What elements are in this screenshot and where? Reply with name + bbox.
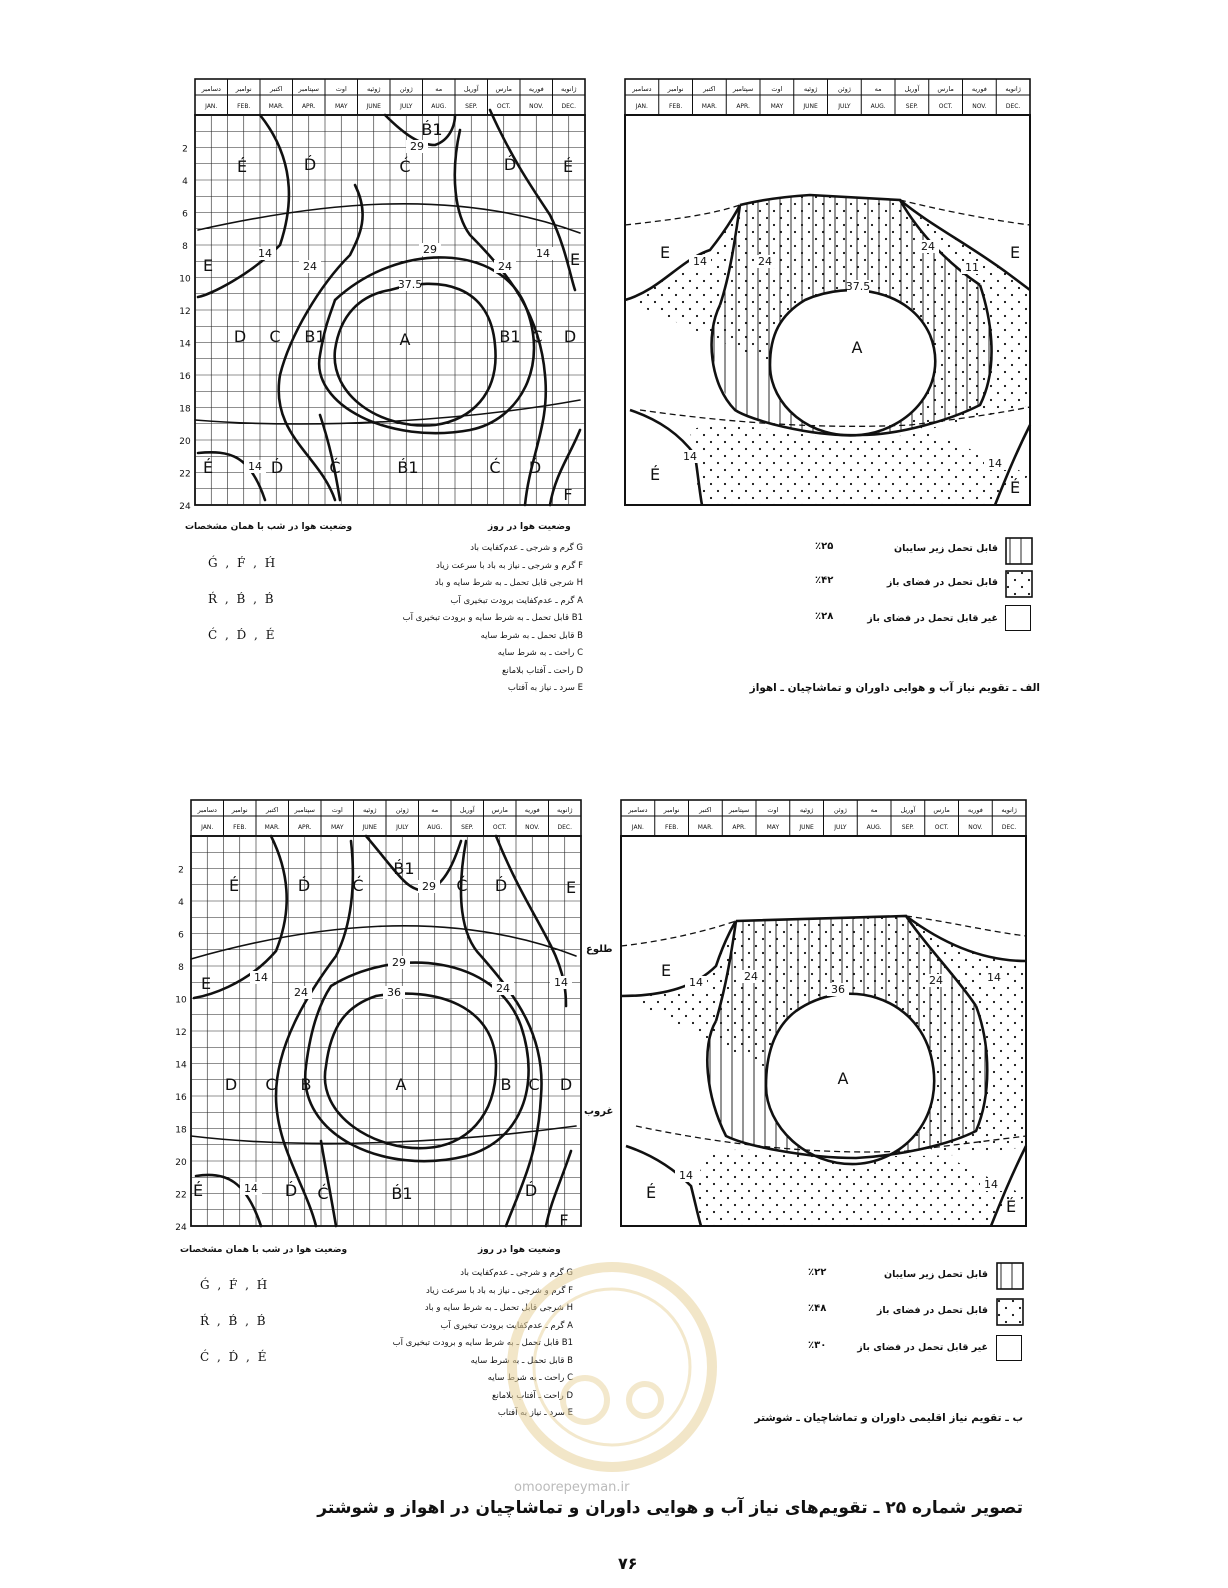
month-label-en: OCT. — [938, 103, 953, 110]
sunrise-label: طلوع — [586, 944, 613, 955]
contour-value-c29top: 29 — [410, 140, 424, 153]
zone-label-B3: B1 — [499, 327, 521, 346]
zone-label-F: F — [563, 485, 573, 504]
month-label-fa: ژانویه — [1005, 85, 1021, 93]
zone-label-A: A — [399, 330, 411, 349]
zone-label-C2: C — [269, 327, 281, 346]
month-label-fa: آوریل — [459, 806, 475, 814]
zone-label-C5: Ć — [317, 1184, 329, 1203]
month-label-fa: اکتبر — [270, 85, 283, 93]
month-label-en: JULY — [838, 103, 851, 110]
month-label-fa: ژانویه — [561, 85, 577, 93]
month-label-en: DEC. — [557, 824, 573, 831]
contour-value-c14b: 14 — [536, 247, 550, 260]
ahvaz-caption: الف ـ تقویم نیاز آب و هوایی داوران و تماشاچیان ـ اهواز — [749, 682, 1040, 694]
month-label-en: MAR. — [701, 103, 717, 110]
zone-c375: 37.5 — [845, 280, 871, 293]
figure-caption: تصویر شماره ۲۵ ـ تقویم‌های نیاز آب و هوایی داوران و تماشاچیان در اهواز و شوشتر — [317, 1498, 1023, 1518]
month-label-fa: مارس — [937, 85, 954, 93]
zone-c24a: 24 — [744, 970, 758, 983]
hour-label: 6 — [182, 209, 188, 220]
month-label-fa: سپتامبر — [294, 806, 315, 814]
hour-label: 14 — [179, 339, 191, 350]
month-label-fa: فوریه — [528, 85, 544, 93]
legend-swatch-lines — [996, 1262, 1024, 1290]
month-label-fa: ژوئیه — [803, 85, 818, 93]
month-label-fa: دسامبر — [201, 85, 221, 93]
shushtar-zone-chart — [606, 796, 1036, 1236]
contour-value-c14c: 14 — [244, 1182, 258, 1195]
zone-label-B3: B — [500, 1075, 512, 1094]
month-label-en: MAY — [331, 824, 344, 831]
month-label-en: JUNE — [799, 824, 814, 831]
zone-c24b: 24 — [921, 240, 935, 253]
zone-label-E5: É — [202, 458, 214, 477]
shushtar-climate-grid — [166, 796, 596, 1236]
day-item: C راحت ـ به شرط سایه — [497, 648, 583, 658]
legend-pct-intolerable: ٪۳۰ — [808, 1340, 827, 1351]
month-label-en: NOV. — [968, 824, 983, 831]
night-row-3: Ć , D́ , É — [200, 1350, 269, 1364]
zone-label-B2: B1 — [304, 327, 326, 346]
month-label-en: MAY — [335, 103, 348, 110]
month-label-en: AUG. — [427, 824, 443, 831]
month-label-fa: ژوئن — [837, 85, 851, 93]
legend-label-open: قابل تحمل در فضای باز — [876, 1305, 988, 1316]
day-item: H شرجی قابل تحمل ـ به شرط سایه و باد — [434, 578, 583, 588]
zone-c14c: 14 — [679, 1169, 693, 1182]
contour-value-c14c: 14 — [248, 460, 262, 473]
zone-label-A: A — [395, 1075, 407, 1094]
month-label-fa: فوریه — [967, 806, 983, 814]
month-label-fa: ژوئیه — [799, 806, 814, 814]
month-label-fa: دسامبر — [628, 806, 648, 814]
month-label-en: OCT. — [496, 103, 511, 110]
month-label-en: MAY — [770, 103, 784, 110]
watermark-seal — [505, 1260, 720, 1475]
month-label-fa: سپتامبر — [728, 806, 750, 814]
legend-swatch-blank — [996, 1335, 1022, 1361]
hour-label: 2 — [182, 144, 188, 155]
zone-label-B2: B — [300, 1075, 312, 1094]
legend-pct-shade: ٪۲۲ — [808, 1267, 827, 1278]
month-label-en: MAR. — [264, 824, 280, 831]
day-legend-list — [403, 540, 583, 698]
month-label-fa: ژانویه — [1001, 806, 1017, 814]
hour-label: 6 — [178, 930, 184, 941]
night-row-2: Ŕ , B́ , B́ — [208, 592, 276, 606]
month-label-en: SEP. — [905, 103, 918, 110]
month-label-en: AUG. — [431, 103, 447, 110]
month-label-en: DEC. — [1001, 824, 1017, 831]
zone-label-B1top: B́1 — [421, 120, 443, 139]
month-label-en: OCT. — [934, 824, 949, 831]
month-label-en: NOV. — [972, 103, 987, 110]
hour-label: 16 — [179, 372, 191, 382]
day-item: B قابل تحمل ـ به شرط سایه — [470, 1355, 573, 1366]
contour-value-c36: 36 — [387, 986, 401, 999]
night-row-3: Ć , D́ , É — [208, 628, 277, 642]
zone-label-D1: D́ — [303, 155, 317, 174]
zone-label-E1: É — [236, 157, 248, 176]
day-item: C راحت ـ به شرط سایه — [487, 1373, 573, 1383]
day-item: B1 قابل تحمل ـ به شرط سایه و برودت تبخیری آب — [402, 613, 583, 623]
day-item: E سرد ـ نیاز به آفتاب — [507, 683, 583, 693]
month-label-fa: مه — [874, 85, 882, 93]
day-item: B1 قابل تحمل ـ به شرط سایه و برودت تبخیری آب — [392, 1338, 573, 1348]
zone-E_left: E — [659, 243, 671, 262]
hour-label: 18 — [175, 1125, 187, 1136]
zone-E2_right: É — [1009, 478, 1021, 497]
contour-lines — [195, 110, 580, 505]
month-label-fa: دسامبر — [632, 85, 652, 93]
day-item: F گرم و شرجی ـ نیاز به باد با سرعت زیاد — [426, 1285, 573, 1296]
contour-value-c14b: 14 — [554, 976, 568, 989]
legend-pct-open: ٪۴۸ — [808, 1303, 827, 1314]
zone-label-E1: É — [228, 876, 240, 895]
month-label-fa: مارس — [495, 85, 513, 93]
climate-zone-labels — [193, 859, 576, 1230]
zone-E_left: E — [660, 961, 672, 980]
night-row-1: Ǵ , F́ , H́ — [200, 1278, 270, 1292]
month-label-en: SEP. — [465, 103, 478, 110]
hour-label: 22 — [175, 1190, 187, 1201]
shushtar-caption: ب ـ تقویم نیاز اقلیمی داوران و تماشاچیان ـ شوشتر — [754, 1412, 1023, 1424]
zone-label-D4: D — [563, 327, 577, 346]
month-label-fa: مه — [431, 806, 439, 814]
zone-c14d: 14 — [984, 1178, 998, 1191]
month-label-en: APR. — [301, 103, 316, 110]
month-label-fa: مه — [435, 85, 443, 93]
month-label-en: APR. — [297, 824, 312, 831]
night-row-2: Ŕ , B́ , B́ — [200, 1314, 268, 1328]
month-label-en: JUNE — [366, 103, 381, 110]
contour-value-c14a: 14 — [254, 971, 268, 984]
day-item: A گرم ـ عدم‌کفایت برودت تبخیری آب — [450, 595, 583, 606]
zone-label-D5: D́ — [284, 1181, 298, 1200]
month-label-en: FEB. — [237, 103, 251, 110]
legend-swatch-blank — [1005, 605, 1031, 631]
month-label-en: APR. — [736, 103, 750, 110]
zone-label-E2: E — [565, 878, 577, 897]
zone-c14b: 11 — [965, 261, 979, 274]
zone-label-F: F — [559, 1211, 569, 1230]
month-label-fa: فوریه — [524, 806, 540, 814]
month-label-en: JUNE — [803, 103, 818, 110]
climate-zone-labels — [203, 120, 580, 504]
zone-label-D1: D́ — [297, 876, 311, 895]
month-label-fa: اوت — [335, 85, 347, 93]
day-legend-title: وضعیت هوا در روز — [488, 522, 571, 532]
month-label-fa: دسامبر — [197, 806, 217, 814]
hour-label: 12 — [179, 307, 191, 317]
night-legend-title: وضعیت هوا در شب با همان مشخصات — [185, 522, 353, 532]
contour-value-c29top: 29 — [422, 880, 436, 893]
day-item: F گرم و شرجی ـ نیاز به باد با سرعت زیاد — [436, 560, 583, 571]
zone-E2_left: É — [649, 465, 661, 484]
month-label-en: NOV. — [525, 824, 540, 831]
zone-label-D3: D — [224, 1075, 238, 1094]
zone-label-C4: C — [528, 1075, 540, 1094]
month-header — [625, 79, 1030, 115]
month-label-en: JULY — [400, 103, 413, 110]
zone-c14a: 14 — [693, 255, 707, 268]
month-label-en: JUNE — [362, 824, 377, 831]
month-label-en: JAN. — [205, 103, 218, 110]
zone-label-D4: D — [559, 1075, 573, 1094]
month-label-en: MAR. — [268, 103, 284, 110]
hour-label: 20 — [179, 437, 191, 447]
month-label-fa: آوریل — [463, 85, 479, 93]
contour-value-c375: 37.5 — [397, 278, 423, 291]
month-label-en: AUG. — [866, 824, 882, 831]
month-label-fa: فوریه — [971, 85, 987, 93]
zone-label-C1: Ć — [399, 157, 411, 176]
contour-value-c14a: 14 — [258, 247, 272, 260]
legend-swatch-dots — [996, 1298, 1024, 1326]
hour-label: 4 — [182, 177, 188, 187]
month-label-fa: مارس — [933, 806, 950, 814]
zone-label-D2: D́ — [503, 155, 517, 174]
zone-label-C1: Ć — [352, 876, 364, 895]
month-label-en: FEB. — [664, 824, 679, 831]
contour-value-c29: 29 — [392, 956, 406, 969]
month-label-fa: نوامبر — [663, 806, 680, 814]
month-label-en: NOV. — [529, 103, 544, 110]
sunset-label: غروب — [584, 1106, 614, 1117]
zone-A: A — [851, 338, 863, 357]
ahvaz-climate-grid — [170, 75, 600, 515]
legend-label-open: قابل تحمل در فضای باز — [886, 577, 998, 588]
month-label-fa: ژوئیه — [362, 806, 377, 814]
contour-value-c29: 29 — [423, 243, 437, 256]
legend-label-intolerable: غیر قابل تحمل در فضای باز — [857, 1342, 988, 1353]
month-label-fa: اوت — [771, 85, 783, 93]
day-item: E سرد ـ نیاز به آفتاب — [497, 1408, 573, 1418]
zone-c14a: 14 — [689, 976, 703, 989]
hour-label: 2 — [178, 865, 184, 876]
hour-label: 24 — [175, 1223, 187, 1233]
zone-label-E3: E — [202, 256, 214, 275]
month-label-fa: سپتامبر — [732, 85, 754, 93]
month-label-en: SEP. — [461, 824, 474, 831]
month-label-fa: نوامبر — [235, 85, 252, 93]
day-item: G گرم و شرجی ـ عدم‌کفایت باد — [470, 543, 583, 553]
legend-label-intolerable: غیر قابل تحمل در فضای باز — [867, 613, 998, 624]
day-item: B قابل تحمل ـ به شرط سایه — [480, 630, 583, 641]
zone-c36: 36 — [831, 983, 845, 996]
zone-label-E3: E — [200, 974, 212, 993]
month-label-fa: آوریل — [904, 85, 920, 93]
legend-pct-shade: ٪۲۵ — [815, 541, 834, 552]
hour-label: 20 — [175, 1158, 187, 1168]
zone-E_right: E — [1009, 243, 1021, 262]
legend-pct-intolerable: ٪۲۸ — [815, 611, 834, 622]
month-label-en: JULY — [834, 824, 847, 831]
month-label-fa: ژانویه — [557, 806, 573, 814]
day-item: A گرم ـ عدم‌کفایت برودت تبخیری آب — [440, 1320, 573, 1331]
month-label-fa: ژوئن — [399, 85, 413, 93]
month-label-fa: مارس — [491, 806, 509, 814]
zone-label-E4: E — [569, 250, 581, 269]
grid-lines — [179, 79, 585, 512]
night-legend-title: وضعیت هوا در شب با همان مشخصات — [180, 1245, 348, 1255]
contour-value-c24a: 24 — [294, 986, 308, 999]
zone-c24a: 24 — [758, 255, 772, 268]
hour-label: 10 — [179, 274, 191, 285]
zone-label-B4: B́1 — [397, 458, 419, 477]
month-label-fa: نوامبر — [231, 806, 248, 814]
hour-label: 14 — [175, 1060, 187, 1071]
day-item: H شرجی قابل تحمل ـ به شرط سایه و باد — [424, 1303, 573, 1313]
month-label-en: FEB. — [233, 824, 247, 831]
hour-label: 4 — [178, 898, 184, 908]
zone-label-E4: É — [192, 1181, 204, 1200]
month-label-en: AUG. — [870, 103, 886, 110]
hour-label: 18 — [179, 404, 191, 415]
month-label-fa: اوت — [767, 806, 779, 814]
contour-value-c24a: 24 — [303, 260, 317, 273]
legend-label-shade: قابل تحمل زیر سایبان — [884, 1269, 988, 1280]
legend-swatch-lines — [1005, 537, 1033, 565]
zone-c14d: 14 — [988, 457, 1002, 470]
contour-value-c24b: 24 — [498, 260, 512, 273]
month-label-fa: اکتبر — [266, 806, 279, 814]
month-label-fa: اکتبر — [699, 806, 712, 814]
hour-label: 10 — [175, 995, 187, 1006]
month-label-en: MAR. — [697, 824, 713, 831]
day-item: G گرم و شرجی ـ عدم‌کفایت باد — [460, 1268, 573, 1278]
month-label-en: JULY — [396, 824, 409, 831]
zone-E2_right: É — [1005, 1197, 1017, 1216]
watermark-text: omoorepeyman.ir — [514, 1480, 630, 1495]
zone-A: A — [837, 1069, 849, 1088]
zone-label-D5: D́ — [270, 458, 284, 477]
zone-E2_left: É — [645, 1183, 657, 1202]
zone-label-C4: Ć — [329, 458, 341, 477]
hour-label: 24 — [179, 502, 191, 512]
month-label-en: MAY — [766, 824, 780, 831]
zone-label-E2: É — [562, 157, 574, 176]
hour-label: 8 — [178, 963, 184, 973]
hour-label: 16 — [175, 1093, 187, 1103]
zone-c14c: 14 — [683, 450, 697, 463]
night-row-1: Ǵ , F́ , H́ — [208, 556, 278, 570]
month-label-fa: مه — [870, 806, 878, 814]
month-header — [621, 800, 1026, 836]
zone-label-D2: D́ — [494, 876, 508, 895]
month-label-en: DEC. — [561, 103, 577, 110]
zone-c14b: 14 — [987, 971, 1001, 984]
zone-c24b: 24 — [929, 974, 943, 987]
zone-label-C3: C — [531, 327, 543, 346]
zone-label-C5: Ć — [489, 458, 501, 477]
month-label-en: JAN. — [631, 824, 644, 831]
day-item: D راحت ـ آفتاب بلامانع — [502, 665, 583, 676]
month-label-fa: ژوئن — [833, 806, 847, 814]
zone-label-D6: D́ — [524, 1181, 538, 1200]
legend-pct-open: ٪۴۲ — [815, 575, 834, 586]
month-label-fa: نوامبر — [667, 85, 684, 93]
hour-label: 8 — [182, 242, 188, 252]
hour-label: 12 — [175, 1028, 187, 1038]
month-label-en: OCT. — [492, 824, 507, 831]
month-label-fa: ژوئن — [395, 806, 409, 814]
zone-label-D3: D — [233, 327, 247, 346]
month-label-en: SEP. — [901, 824, 914, 831]
month-label-en: APR. — [732, 824, 746, 831]
month-label-en: FEB. — [668, 103, 683, 110]
grid-lines — [175, 800, 581, 1233]
ahvaz-zone-chart — [610, 75, 1040, 515]
legend-swatch-dots — [1005, 570, 1033, 598]
day-legend-title: وضعیت هوا در روز — [478, 1245, 561, 1255]
zone-label-B4: B́1 — [391, 1184, 413, 1203]
zone-label-C2: Ć — [456, 876, 468, 895]
zone-label-C3: C — [265, 1075, 277, 1094]
page-number: ۷۶ — [618, 1554, 638, 1573]
zone-label-B1top: B́1 — [393, 859, 415, 878]
month-label-fa: اکتبر — [703, 85, 716, 93]
day-item: D راحت ـ آفتاب بلامانع — [492, 1390, 573, 1401]
month-label-en: DEC. — [1005, 103, 1021, 110]
month-label-fa: اوت — [331, 806, 343, 814]
hour-label: 22 — [179, 469, 191, 480]
month-label-fa: آوریل — [900, 806, 916, 814]
legend-label-shade: قابل تحمل زیر سایبان — [894, 543, 998, 554]
month-label-en: JAN. — [201, 824, 214, 831]
zone-label-D6: D́ — [528, 458, 542, 477]
month-label-fa: ژوئیه — [366, 85, 381, 93]
month-label-fa: سپتامبر — [298, 85, 319, 93]
month-label-en: JAN. — [635, 103, 648, 110]
contour-value-c24b: 24 — [496, 982, 510, 995]
